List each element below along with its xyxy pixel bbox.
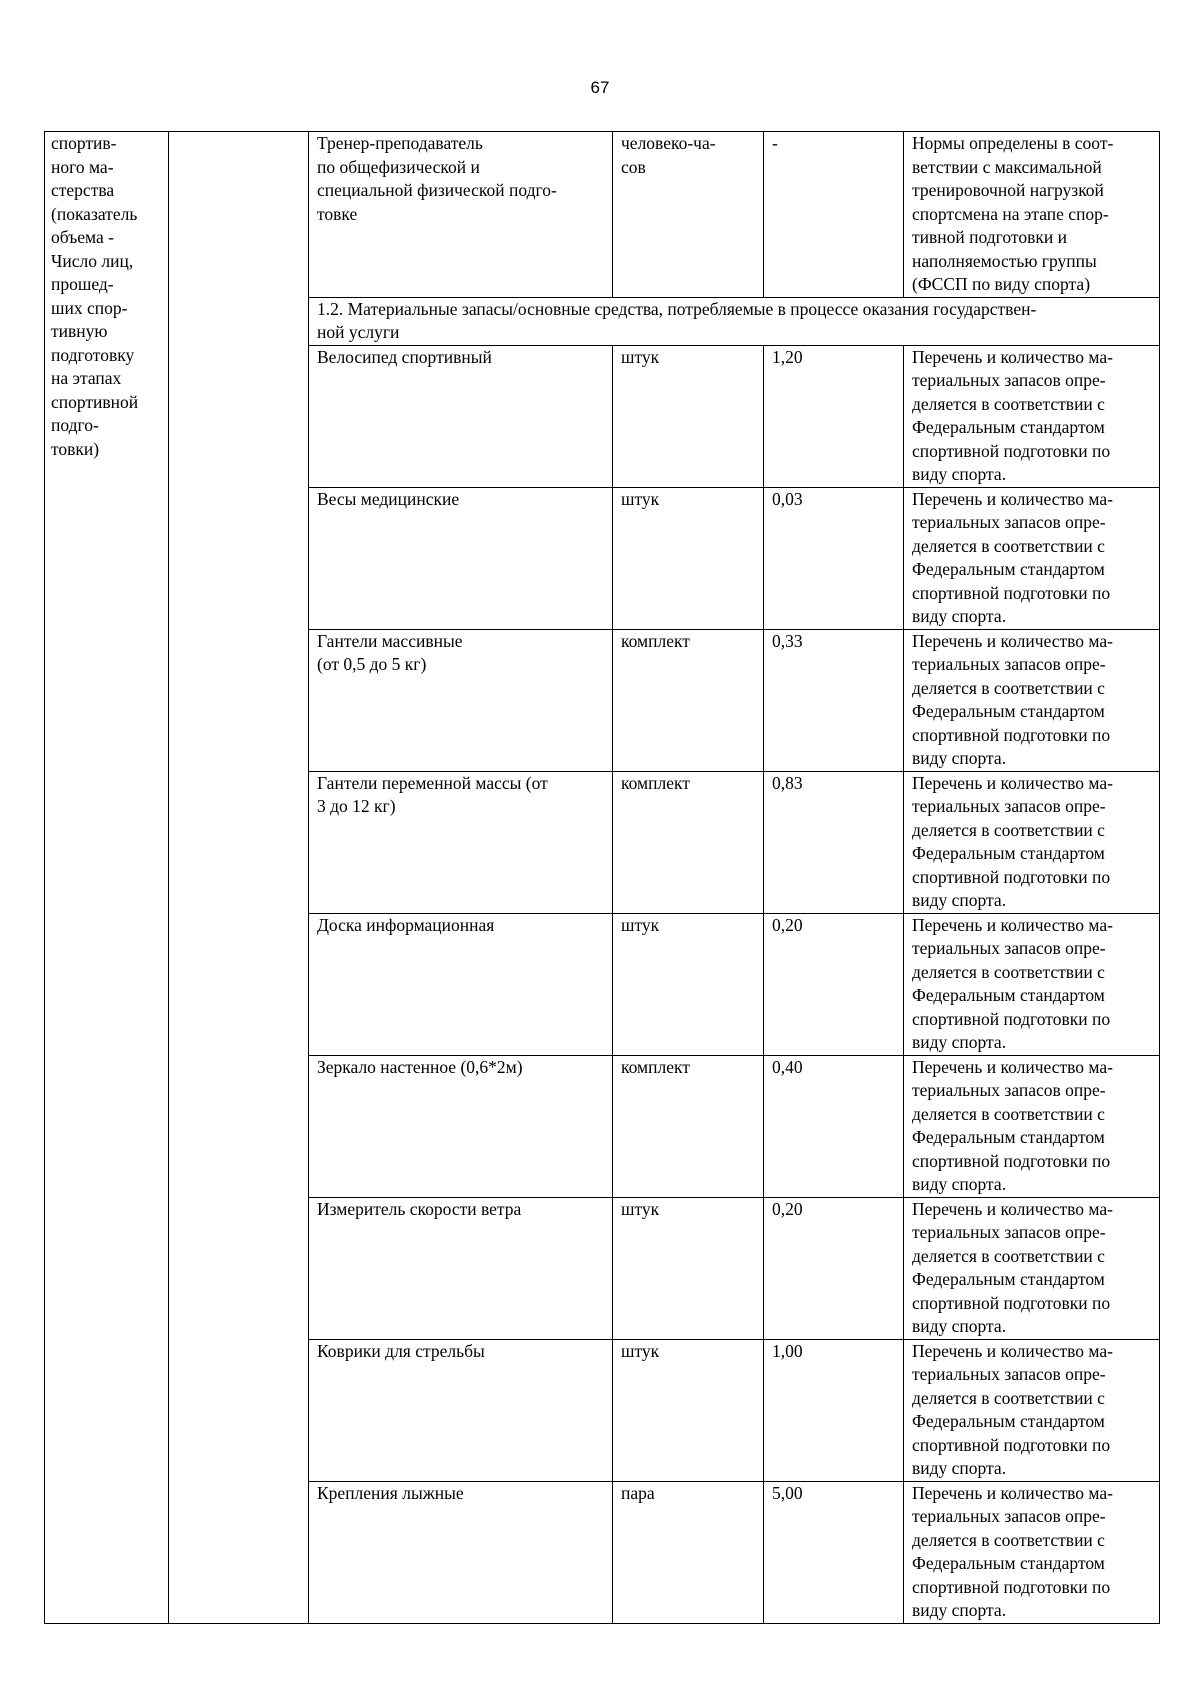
section-heading: 1.2. Материальные запасы/основные средства, потребляемые в процессе оказания государствен- ной услуги	[309, 297, 1160, 345]
item-unit-cell: штук	[613, 487, 764, 629]
item-name-cell: Коврики для стрельбы	[309, 1339, 613, 1481]
trainer-value-cell: -	[764, 132, 904, 298]
item-value-cell: 0,40	[764, 1055, 904, 1197]
item-unit-cell: штук	[613, 1197, 764, 1339]
left-column-cell: спортив- ного ма- стерства (показатель объема - Число лиц, прошед- ших спор- тивную подготовку на этапах спортивной подго- товки)	[45, 132, 169, 1624]
item-note-cell: Перечень и количество ма- териальных запасов опре- деляется в соответствии с Федеральным стандартом спортивной подготовки по виду спорта.	[904, 771, 1160, 913]
page-number: 67	[590, 78, 610, 97]
item-note-cell: Перечень и количество ма- териальных запасов опре- деляется в соответствии с Федеральным стандартом спортивной подготовки по виду спорта.	[904, 1339, 1160, 1481]
item-value-cell: 1,00	[764, 1339, 904, 1481]
item-name-cell: Доска информационная	[309, 913, 613, 1055]
item-unit-cell: штук	[613, 345, 764, 487]
item-note-cell: Перечень и количество ма- териальных запасов опре- деляется в соответствии с Федеральным стандартом спортивной подготовки по виду спорта.	[904, 487, 1160, 629]
item-note-cell: Перечень и количество ма- териальных запасов опре- деляется в соответствии с Федеральным стандартом спортивной подготовки по виду спорта.	[904, 629, 1160, 771]
item-unit-cell: комплект	[613, 629, 764, 771]
item-name-cell: Измеритель скорости ветра	[309, 1197, 613, 1339]
item-unit-cell: комплект	[613, 1055, 764, 1197]
item-name-cell: Велосипед спортивный	[309, 345, 613, 487]
item-unit-cell: штук	[613, 1339, 764, 1481]
item-value-cell: 1,20	[764, 345, 904, 487]
empty-column-cell	[169, 132, 309, 1624]
trainer-note-cell: Нормы определены в соот- ветствии с максимальной тренировочной нагрузкой спортсмена на этапе спор- тивной подготовки и наполняемостью группы (ФССП по виду спорта)	[904, 132, 1160, 298]
item-note-cell: Перечень и количество ма- териальных запасов опре- деляется в соответствии с Федеральным стандартом спортивной подготовки по виду спорта.	[904, 1055, 1160, 1197]
item-unit-cell: штук	[613, 913, 764, 1055]
item-name-cell: Крепления лыжные	[309, 1481, 613, 1623]
trainer-unit-cell: человеко-ча- сов	[613, 132, 764, 298]
item-value-cell: 0,20	[764, 913, 904, 1055]
item-note-cell: Перечень и количество ма- териальных запасов опре- деляется в соответствии с Федеральным стандартом спортивной подготовки по виду спорта.	[904, 913, 1160, 1055]
trainer-name-cell: Тренер-преподаватель по общефизической и специальной физической подго- товке	[309, 132, 613, 298]
item-unit-cell: комплект	[613, 771, 764, 913]
item-name-cell: Весы медицинские	[309, 487, 613, 629]
item-name-cell: Гантели массивные (от 0,5 до 5 кг)	[309, 629, 613, 771]
norms-table	[44, 131, 1160, 1624]
trainer-row	[45, 132, 1160, 298]
item-name-cell: Зеркало настенное (0,6*2м)	[309, 1055, 613, 1197]
item-note-cell: Перечень и количество ма- териальных запасов опре- деляется в соответствии с Федеральным стандартом спортивной подготовки по виду спорта.	[904, 1197, 1160, 1339]
item-value-cell: 0,33	[764, 629, 904, 771]
item-name-cell: Гантели переменной массы (от 3 до 12 кг)	[309, 771, 613, 913]
item-note-cell: Перечень и количество ма- териальных запасов опре- деляется в соответствии с Федеральным стандартом спортивной подготовки по виду спорта.	[904, 345, 1160, 487]
item-value-cell: 5,00	[764, 1481, 904, 1623]
item-value-cell: 0,83	[764, 771, 904, 913]
item-unit-cell: пара	[613, 1481, 764, 1623]
item-note-cell: Перечень и количество ма- териальных запасов опре- деляется в соответствии с Федеральным стандартом спортивной подготовки по виду спорта.	[904, 1481, 1160, 1623]
item-value-cell: 0,20	[764, 1197, 904, 1339]
item-value-cell: 0,03	[764, 487, 904, 629]
